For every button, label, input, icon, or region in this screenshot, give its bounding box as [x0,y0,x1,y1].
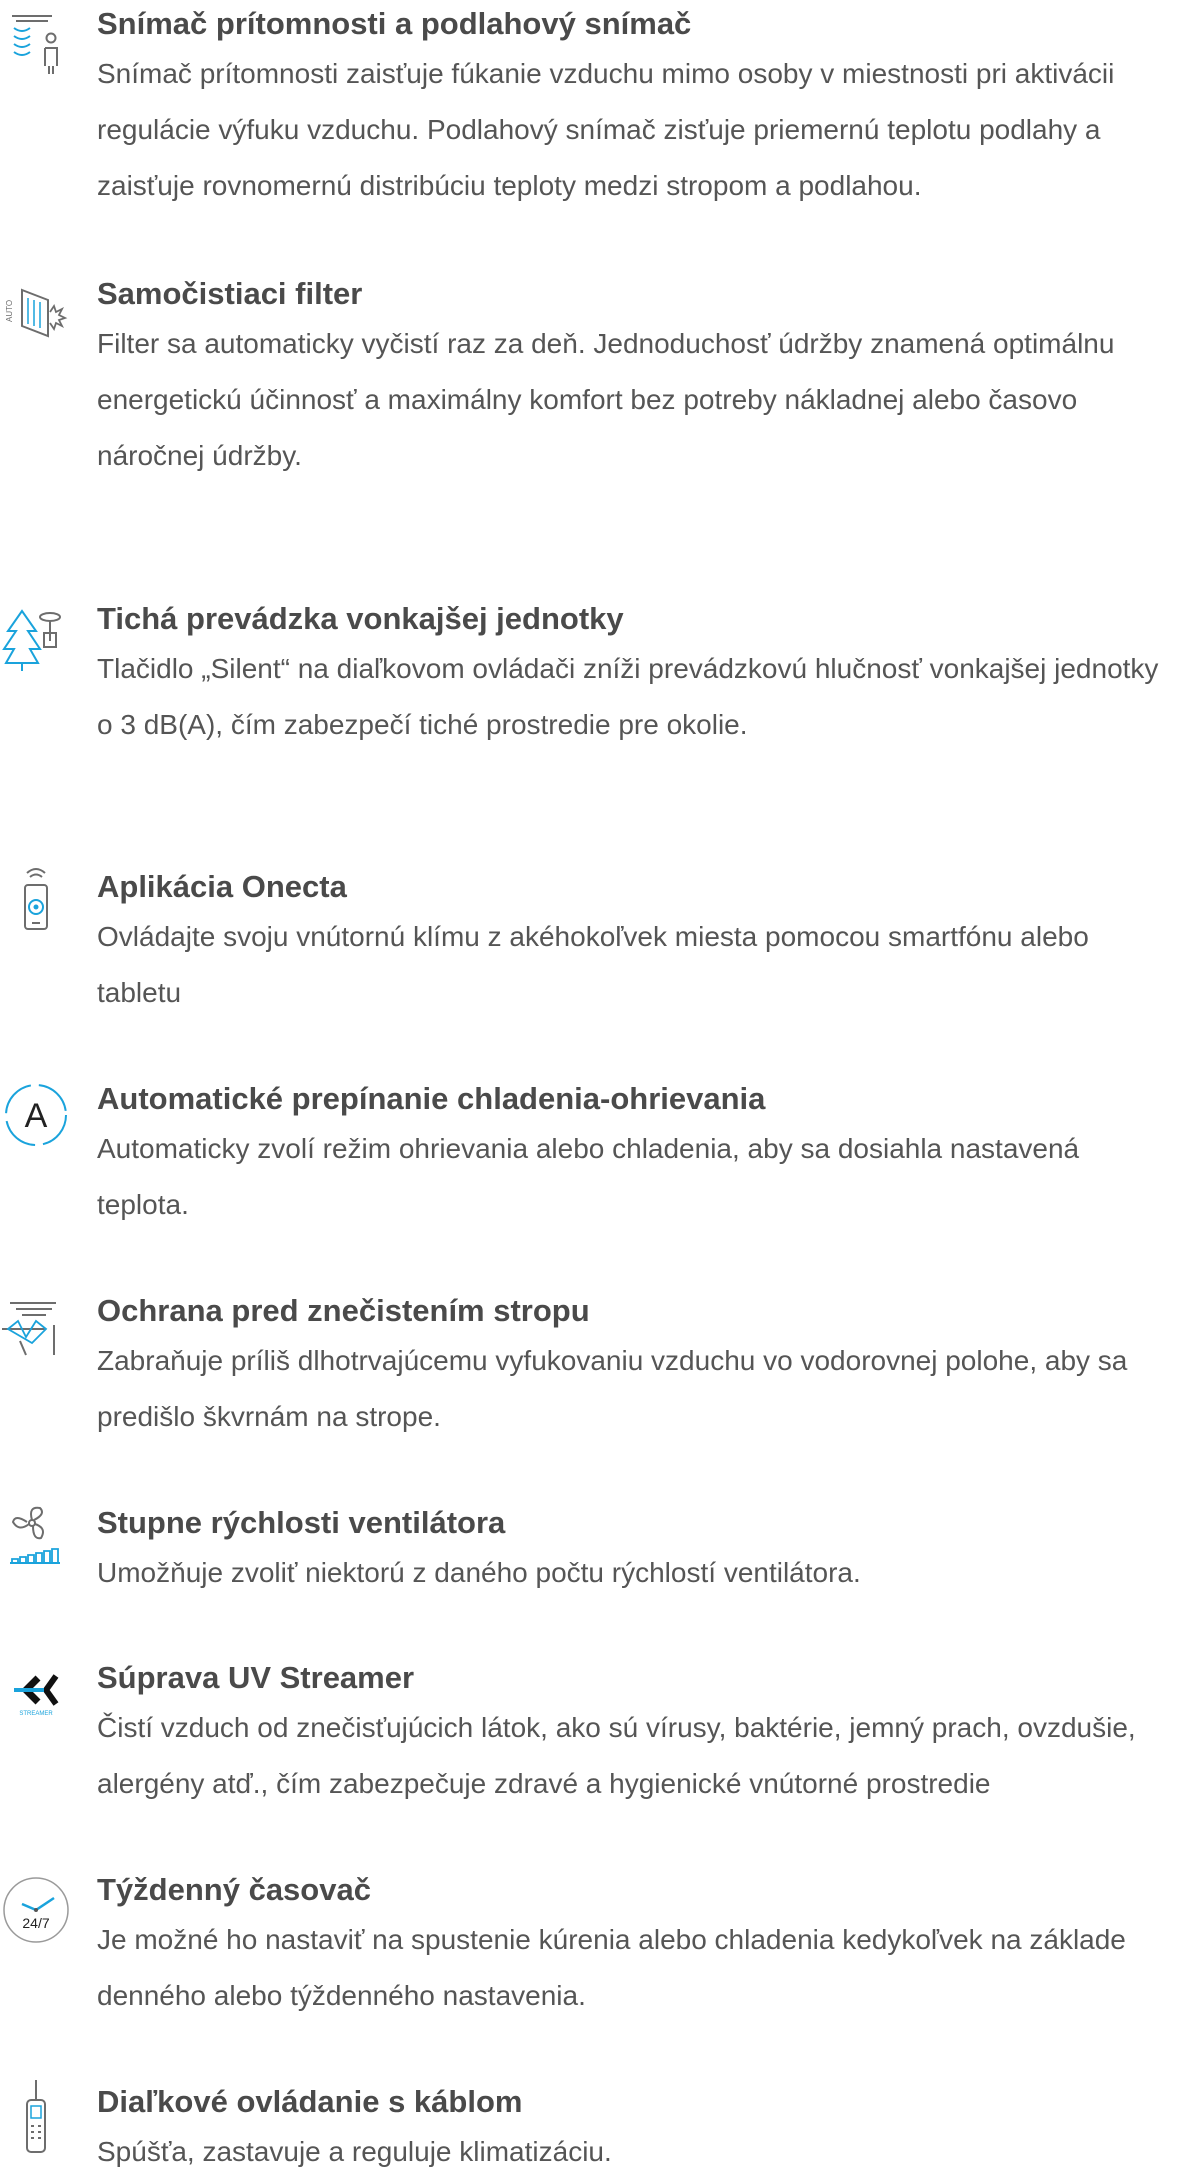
feature-description: Filter sa automaticky vyčistí raz za deň. Jednoduchosť údržby znamená optimálnu energetickú účinnosť a maximálny komfort bez potreby nákladnej alebo časovo náročnej údržby. [97,328,1115,471]
feature-description: Je možné ho nastaviť na spustenie kúrenia alebo chladenia kedykoľvek na základe denného alebo týždenného nastavenia. [97,1924,1126,2011]
feature-title: Tichá prevádzka vonkajšej jednotky [97,601,624,636]
feature-description: Snímač prítomnosti zaisťuje fúkanie vzduchu mimo osoby v miestnosti pri aktivácii regulácie výfuku vzduchu. Podlahový snímač zisťuje priemernú teplotu podlahy a zaisťuje rovnomernú distribúciu teploty medzi stropom a podlahou. [97,58,1115,201]
weekly-timer-icon [0,1868,72,1948]
wired-remote-icon [0,2080,72,2160]
self-cleaning-filter-icon [0,272,72,352]
streamer-label: STREAMER [19,1711,53,1717]
presence-floor-sensor-icon [0,2,72,82]
feature-description: Čistí vzduch od znečisťujúcich látok, ako sú vírusy, baktérie, jemný prach, ovzdušie, alergény atď., čím zabezpečuje zdravé a hygienické vnútorné prostredie [97,1712,1136,1799]
feature-title: Samočistiaci filter [97,276,363,311]
feature-title: Automatické prepínanie chladenia-ohrievania [97,1081,766,1116]
ceiling-soiling-prevention-icon [0,1289,72,1369]
silent-outdoor-unit-icon [0,597,72,677]
auto-mode-icon [0,1077,72,1157]
feature-description: Ovládajte svoju vnútornú klímu z akéhokoľvek miesta pomocou smartfónu alebo tabletu [97,921,1089,1008]
fan-speed-icon [0,1501,72,1581]
auto-letter: A [24,1097,48,1135]
feature-title: Aplikácia Onecta [97,869,347,904]
feature-title: Ochrana pred znečistením stropu [97,1293,590,1328]
feature-description: Zabraňuje príliš dlhotrvajúcemu vyfukovaniu vzduchu vo vodorovnej polohe, aby sa predišlo škvrnám na strope. [97,1345,1128,1432]
streamer-icon [0,1656,72,1736]
feature-description: Tlačidlo „Silent“ na diaľkovom ovládači zníži prevádzkovú hlučnosť vonkajšej jednotky o 3 dB(A), čím zabezpečí tiché prostredie pre okolie. [97,653,1159,740]
auto-label: AUTO [5,299,14,322]
feature-title: Súprava UV Streamer [97,1660,415,1695]
feature-description: Spúšťa, zastavuje a reguluje klimatizáciu. [97,2136,612,2167]
feature-description: Umožňuje zvoliť niektorú z daného počtu rýchlostí ventilátora. [97,1557,861,1588]
feature-title: Týždenný časovač [97,1872,371,1907]
feature-title: Diaľkové ovládanie s káblom [97,2084,523,2119]
smartphone-app-icon [0,865,72,945]
feature-description: Automaticky zvolí režim ohrievania alebo chladenia, aby sa dosiahla nastavená teplota. [97,1133,1080,1220]
timer-label: 24/7 [22,1915,50,1931]
feature-title: Snímač prítomnosti a podlahový snímač [97,6,692,41]
feature-title: Stupne rýchlosti ventilátora [97,1505,506,1540]
